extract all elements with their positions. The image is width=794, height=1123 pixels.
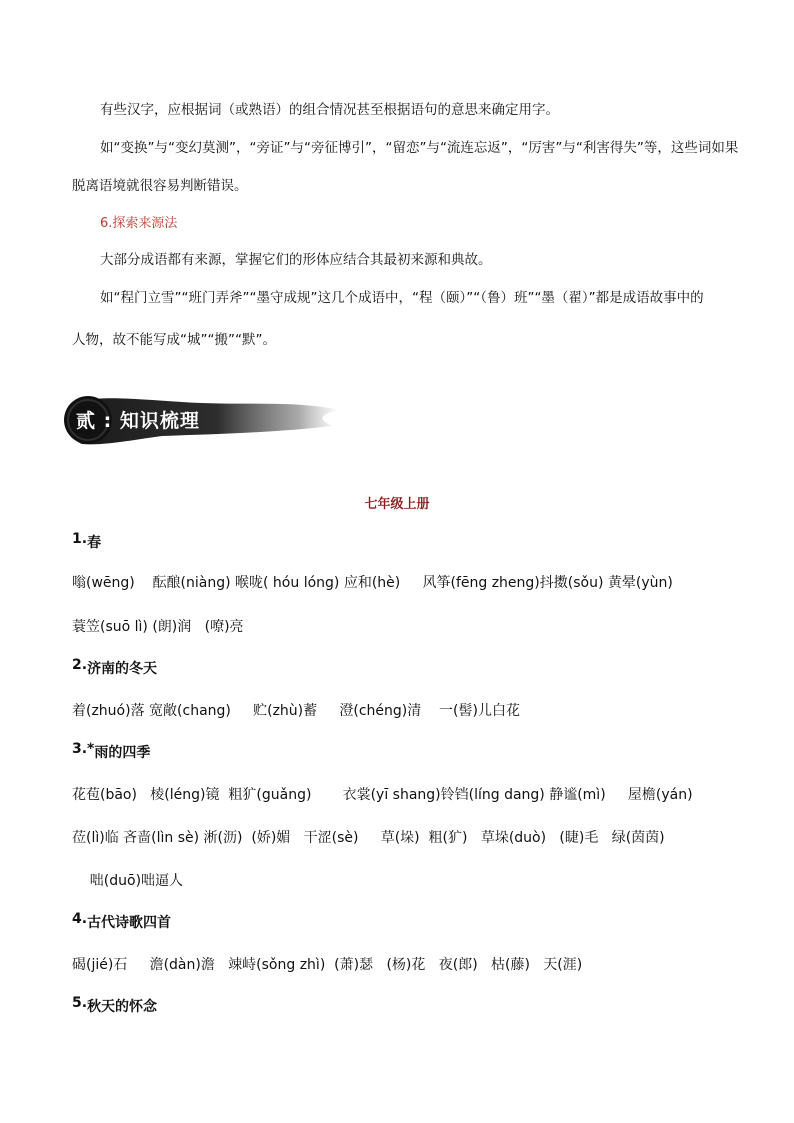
- method-6-line-1: 大部分成语都有来源，掌握它们的形体应结合其最初来源和典故。: [100, 252, 492, 268]
- section-number: 3.*: [72, 741, 95, 757]
- section-heading-5: [72, 996, 157, 1016]
- method-6-line-3: 人物，故不能写成“城”“搬”“默”。: [72, 332, 276, 348]
- section-number: 4.: [72, 911, 88, 927]
- vocab-row: 蓑笠(suō lì) (朗)润 (嘹)亮: [72, 619, 244, 635]
- method-6-title: 6.探索来源法: [100, 216, 178, 231]
- section-heading-2: [72, 658, 157, 678]
- section-number: 1.: [72, 531, 88, 547]
- section-title: 古代诗歌四首: [87, 915, 172, 931]
- intro-line-1: 有些汉字，应根据词（或熟语）的组合情况甚至根据语句的意思来确定用字。: [100, 102, 559, 118]
- section-title: 秋天的怀念: [87, 999, 158, 1015]
- vocab-row: 花苞(bāo) 棱(léng)镜 粗犷(guǎng) 衣裳(yī shang)铃铛(líng dang) 静谧(mì) 屋檐(yán): [72, 787, 693, 803]
- grade-heading: 七年级上册: [364, 497, 430, 512]
- section-heading-3: [72, 742, 150, 762]
- intro-line-2: 如“变换”与“变幻莫测”，“旁证”与“旁征博引”，“留恋”与“流连忘返”，“厉害”与“利害得失”等，这些词如果: [100, 140, 739, 156]
- vocab-row: 咄(duō)咄逼人: [72, 873, 184, 889]
- section-number: 2.: [72, 657, 88, 673]
- intro-line-3: 脱离语境就很容易判断错误。: [72, 178, 248, 194]
- section-title: 雨的四季: [94, 745, 151, 761]
- section-title: 春: [87, 535, 102, 551]
- section-banner-title: 贰 : 知识梳理: [76, 410, 200, 432]
- method-6-line-2: 如“程门立雪”“班门弄斧”“墨守成规”这几个成语中，“程（颐）”“（鲁）班”“墨（翟）”都是成语故事中的: [100, 290, 704, 306]
- vocab-row: 碣(jié)石 澹(dàn)澹 竦峙(sǒng zhì) (萧)瑟 (杨)花 夜(郎) 枯(藤) 天(涯): [72, 957, 583, 973]
- section-number: 5.: [72, 995, 88, 1011]
- section-heading-4: [72, 912, 171, 932]
- vocab-row: 莅(lì)临 吝啬(lìn sè) 淅(沥) (娇)媚 干涩(sè) 草(垛) 粗(犷) 草垛(duò) (睫)毛 绿(茵茵): [72, 830, 665, 846]
- vocab-row: 着(zhuó)落 宽敞(chang) 贮(zhù)蓄 澄(chéng)清 一(髻)儿白花: [72, 703, 520, 719]
- vocab-row: 嗡(wēng) 酝酿(niàng) 喉咙( hóu lóng) 应和(hè) 风筝(fēng zheng)抖擞(sǒu) 黄晕(yùn): [72, 575, 673, 591]
- section-title: 济南的冬天: [87, 661, 158, 677]
- section-heading-1: [72, 532, 101, 552]
